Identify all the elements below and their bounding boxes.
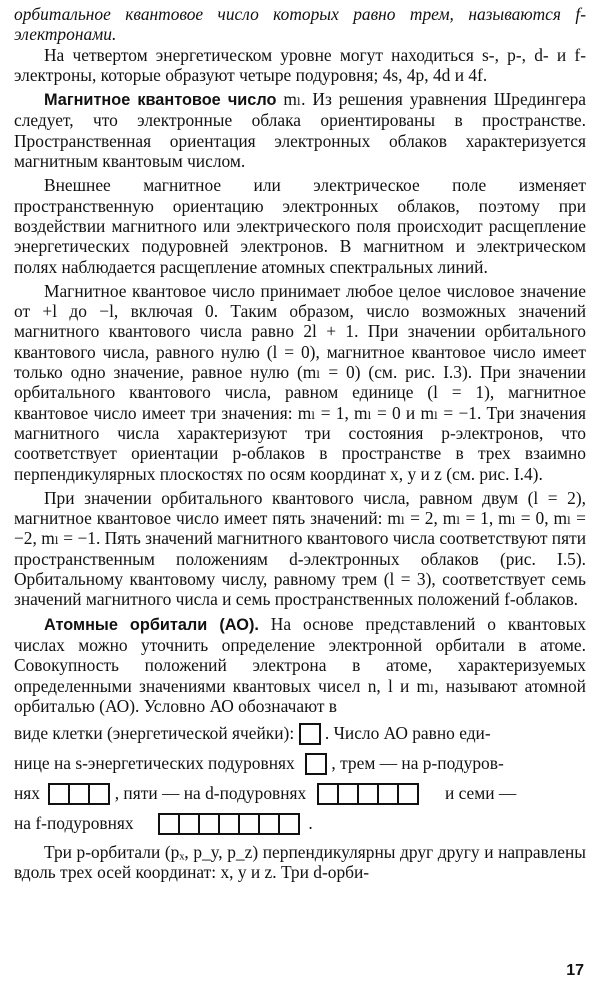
cell-diagram-single <box>299 723 321 745</box>
energy-cell <box>88 783 110 805</box>
energy-cell <box>218 813 240 835</box>
heading-atomic-orbitals: Атомные орбитали (АО). <box>44 615 259 634</box>
energy-cell <box>158 813 180 835</box>
orbital-line-2-text-b: , трем — на p-подуров- <box>331 753 504 774</box>
energy-cell <box>357 783 379 805</box>
energy-cell <box>317 783 339 805</box>
cell-diagram-f <box>158 813 300 835</box>
cell-diagram-d <box>317 783 419 805</box>
paragraph-p-orbitals: Три p-орбитали (pₓ, p_y, p_z) перпендикулярны друг другу и направлены вдоль трех осей координат: x, y и z. Три d-орби- <box>14 842 586 883</box>
orbital-line-1-text-a: виде клетки (энергетической ячейки): <box>14 723 295 744</box>
energy-cell <box>397 783 419 805</box>
page-content <box>14 4 586 883</box>
energy-cell <box>305 753 327 775</box>
orbital-line-2-text-a: нице на s-энергетических подуровнях <box>14 753 295 774</box>
cell-diagram-s <box>305 753 327 775</box>
paragraph-atomic-orbitals <box>14 614 586 716</box>
energy-cell <box>238 813 260 835</box>
paragraph-orbital-two: При значении орбитального квантового числа, равном двум (l = 2), магнитное квантовое число имеет пять значений: mₗ = 2, mₗ = 1, mₗ = 0, mₗ = −2, mₗ = −1. Пять значений магнитного квантового числа соответствуют пяти пространственным положениям d-электронных облаков (рис. I.5). Орбитальному квантовому числу, равному трем (l = 3), соответствует семь значений магнитного числа и семь пространственных положений f-облаков. <box>14 487 586 610</box>
energy-cell <box>178 813 200 835</box>
paragraph-continuation: орбитальное квантовое число которых равно трем, называются f-электронами. <box>14 4 586 45</box>
paragraph-fourth-level: На четвертом энергетическом уровне могут находиться s-, p-, d- и f-электроны, которые образуют четыре подуровня; 4s, 4p, 4d и 4f. <box>14 44 586 85</box>
paragraph-magnetic-number <box>14 89 586 171</box>
orbital-line-3-text-b: , пяти — на d-подуровнях <box>114 783 307 804</box>
magnetic-number-text: mₗ. Из решения уравнения Шредингера следует, что электронные облака ориентированы в пространстве. Пространственная ориентация электронных облаков характеризуется магнитным квантовым числом. <box>14 89 586 172</box>
paragraph-external-field: Внешнее магнитное или электрическое поле изменяет пространственную ориентацию электронных облаков, поэтому при воздействии магнитного или электрического поля происходит расщепление энергетических подуровней электронов. В магнитном и электрическом полях наблюдается расщепление атомных спектральных линий. <box>14 175 586 277</box>
orbital-line-4-text-b: . <box>308 813 313 834</box>
energy-cell <box>377 783 399 805</box>
energy-cell <box>48 783 70 805</box>
orbital-line-4 <box>14 808 586 838</box>
paragraph-magnetic-values: Магнитное квантовое число принимает любое целое числовое значение от +l до −l, включая 0. Таким образом, число возможных значений магнитного квантового числа равно 2l + 1. При значении орбитального квантового числа, равного нулю (l = 0), магнитное квантовое число имеет только одно значение, равное нулю (mₗ = 0) (см. рис. I.3). При значении орбитального квантового числа, равном единице (l = 1), магнитное квантовое число имеет три значения: mₗ = 1, mₗ = 0 и mₗ = −1. Три значения магнитного числа характеризуют три состояния p-электронов, что соответствует ориентации p-облаков в пространстве в трех взаимно перпендикулярных плоскостях по осям координат x, y и z (см. рис. I.4). <box>14 280 586 484</box>
orbital-line-4-text-a: на f-подуровнях <box>14 813 134 834</box>
energy-cell <box>278 813 300 835</box>
energy-cell <box>198 813 220 835</box>
orbital-line-2 <box>14 748 586 778</box>
energy-cell <box>299 723 321 745</box>
energy-cell <box>337 783 359 805</box>
orbital-line-3 <box>14 778 586 808</box>
cell-diagram-p <box>48 783 110 805</box>
atomic-orbitals-text: На основе представлений о квантовых числах можно уточнить определение электронной орбитали в атоме. Совокупность положений электрона в атоме, характеризуемых определенными значениями квантовых чисел n, l и mₗ, называют атомной орбиталью (АО). Условно АО обозначают в <box>14 613 586 716</box>
orbital-line-1-text-b: . Число АО равно еди- <box>324 723 491 744</box>
orbital-line-3-text-a: нях <box>14 783 41 804</box>
orbital-line-1 <box>14 718 586 748</box>
heading-magnetic-number: Магнитное квантовое число <box>44 91 277 110</box>
page-number: 17 <box>566 962 584 979</box>
energy-cell <box>258 813 280 835</box>
energy-cell <box>68 783 90 805</box>
orbital-line-3-text-c: и семи — <box>444 783 517 804</box>
